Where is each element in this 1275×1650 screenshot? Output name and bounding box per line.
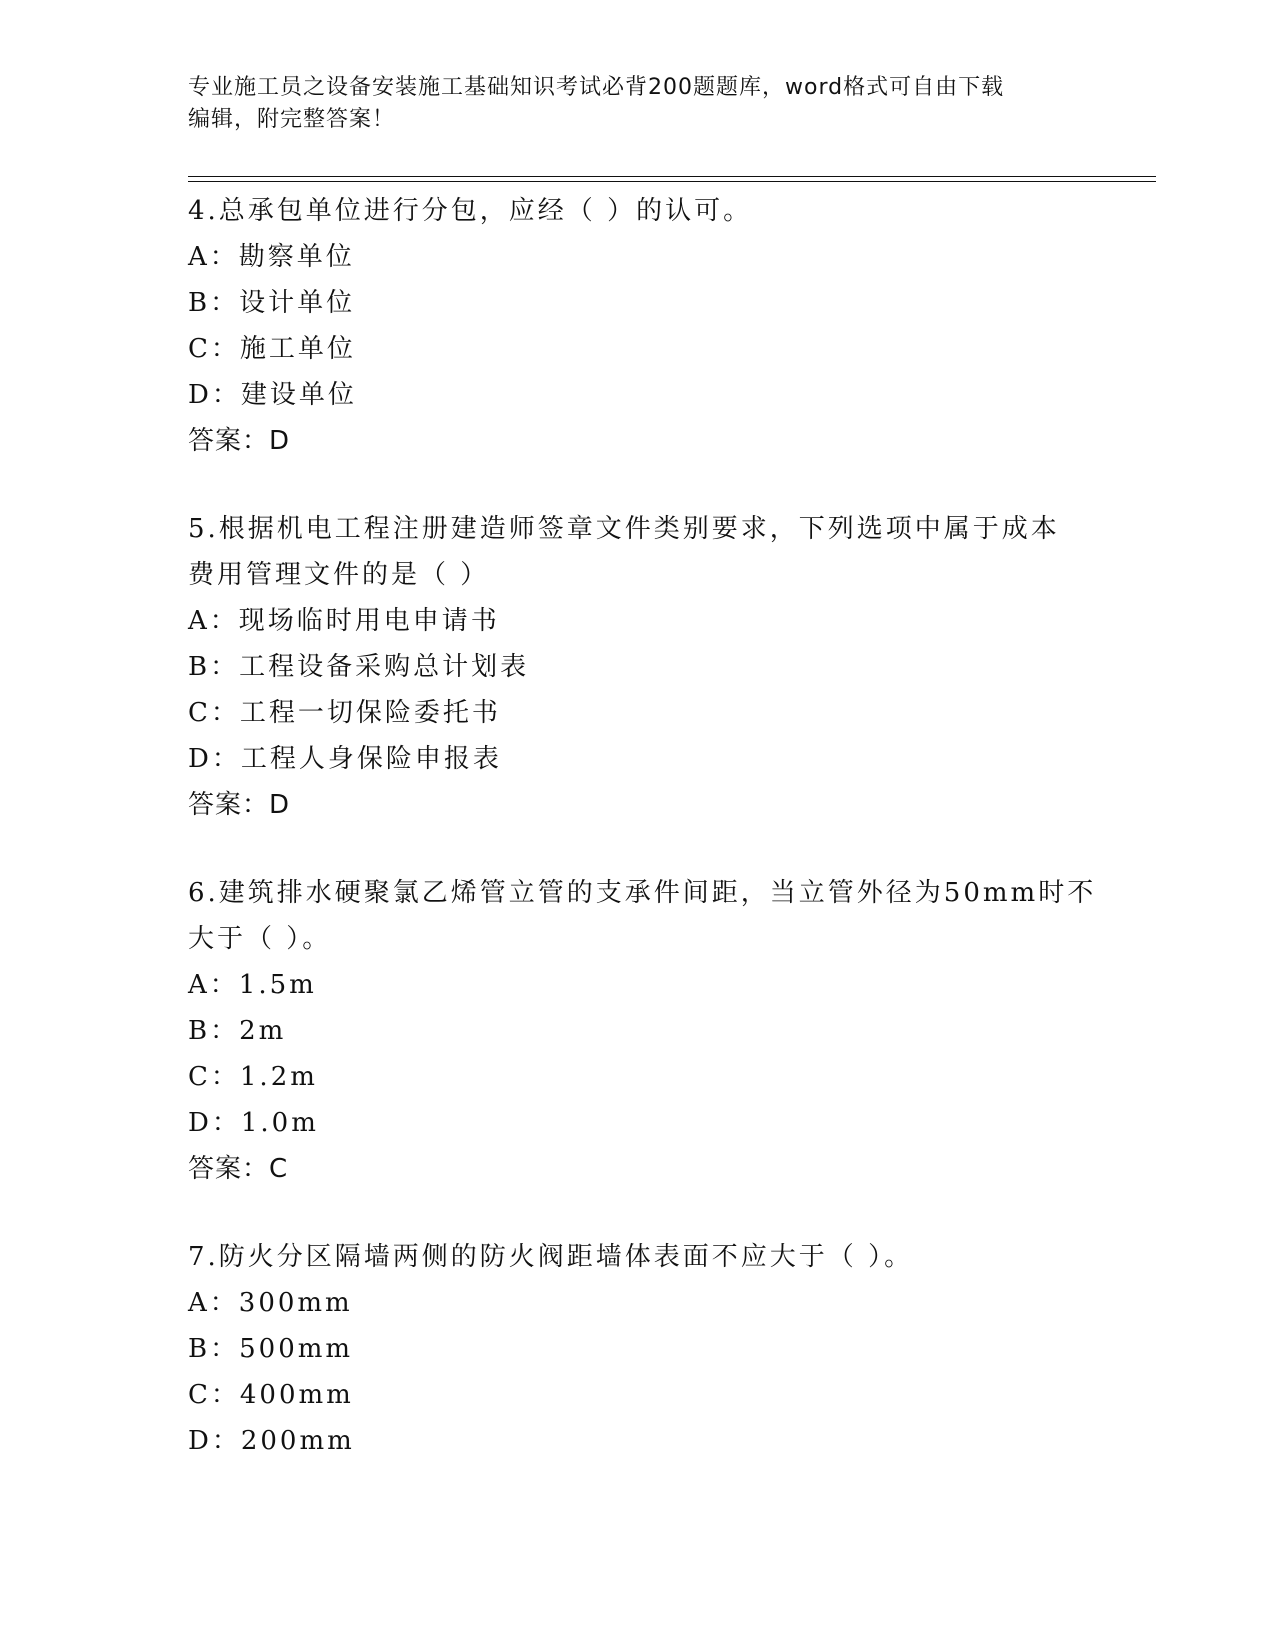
question-item [188,1234,1088,1464]
question-list [188,188,1097,1506]
option-b: B：500mm [188,1334,354,1364]
answer-text: 答案：D [188,790,291,820]
question-stem [188,188,1088,234]
option-a: A：300mm [188,1288,353,1318]
header-divider-top [188,176,1156,177]
option-b: B：设计单位 [188,288,356,318]
answer-text: 答案：C [188,1154,289,1184]
question-stem-line: 5.根据机电工程注册建造师签章文件类别要求，下列选项中属于成本 [188,514,1060,544]
question-item [188,188,1088,464]
document-header [188,72,1078,136]
option-b: B：工程设备采购总计划表 [188,652,530,682]
option-a: A：1.5m [188,970,317,1000]
option-a: A：现场临时用电申请书 [188,606,500,636]
option-b: B：2m [188,1016,287,1046]
option-d: D：200mm [188,1426,355,1456]
question-stem [188,1234,1088,1280]
option-d: D：工程人身保险申报表 [188,744,502,774]
answer-text: 答案：D [188,426,291,456]
question-stem-line: 7.防火分区隔墙两侧的防火阀距墙体表面不应大于（ ）。 [188,1242,914,1272]
header-title-line-1: 专业施工员之设备安装施工基础知识考试必背200题题库，word格式可自由下载 [188,75,1005,100]
question-stem [188,870,1097,962]
question-item [188,506,1088,828]
option-d: D：建设单位 [188,380,357,410]
question-stem-line: 费用管理文件的是（ ） [188,560,490,590]
option-c: C：施工单位 [188,334,356,364]
option-c: C：工程一切保险委托书 [188,698,501,728]
question-stem-line: 6.建筑排水硬聚氯乙烯管立管的支承件间距，当立管外径为50mm时不 [188,878,1097,908]
question-stem-line: 大于（ ）。 [188,924,332,954]
option-d: D：1.0m [188,1108,319,1138]
option-c: C：1.2m [188,1062,318,1092]
question-item [188,870,1097,1192]
question-stem [188,506,1088,598]
option-a: A：勘察单位 [188,242,355,272]
option-c: C：400mm [188,1380,354,1410]
header-title-line-2: 编辑，附完整答案！ [188,107,396,132]
header-divider-bottom [188,181,1156,182]
question-stem-line: 4.总承包单位进行分包，应经（ ）的认可。 [188,196,753,226]
